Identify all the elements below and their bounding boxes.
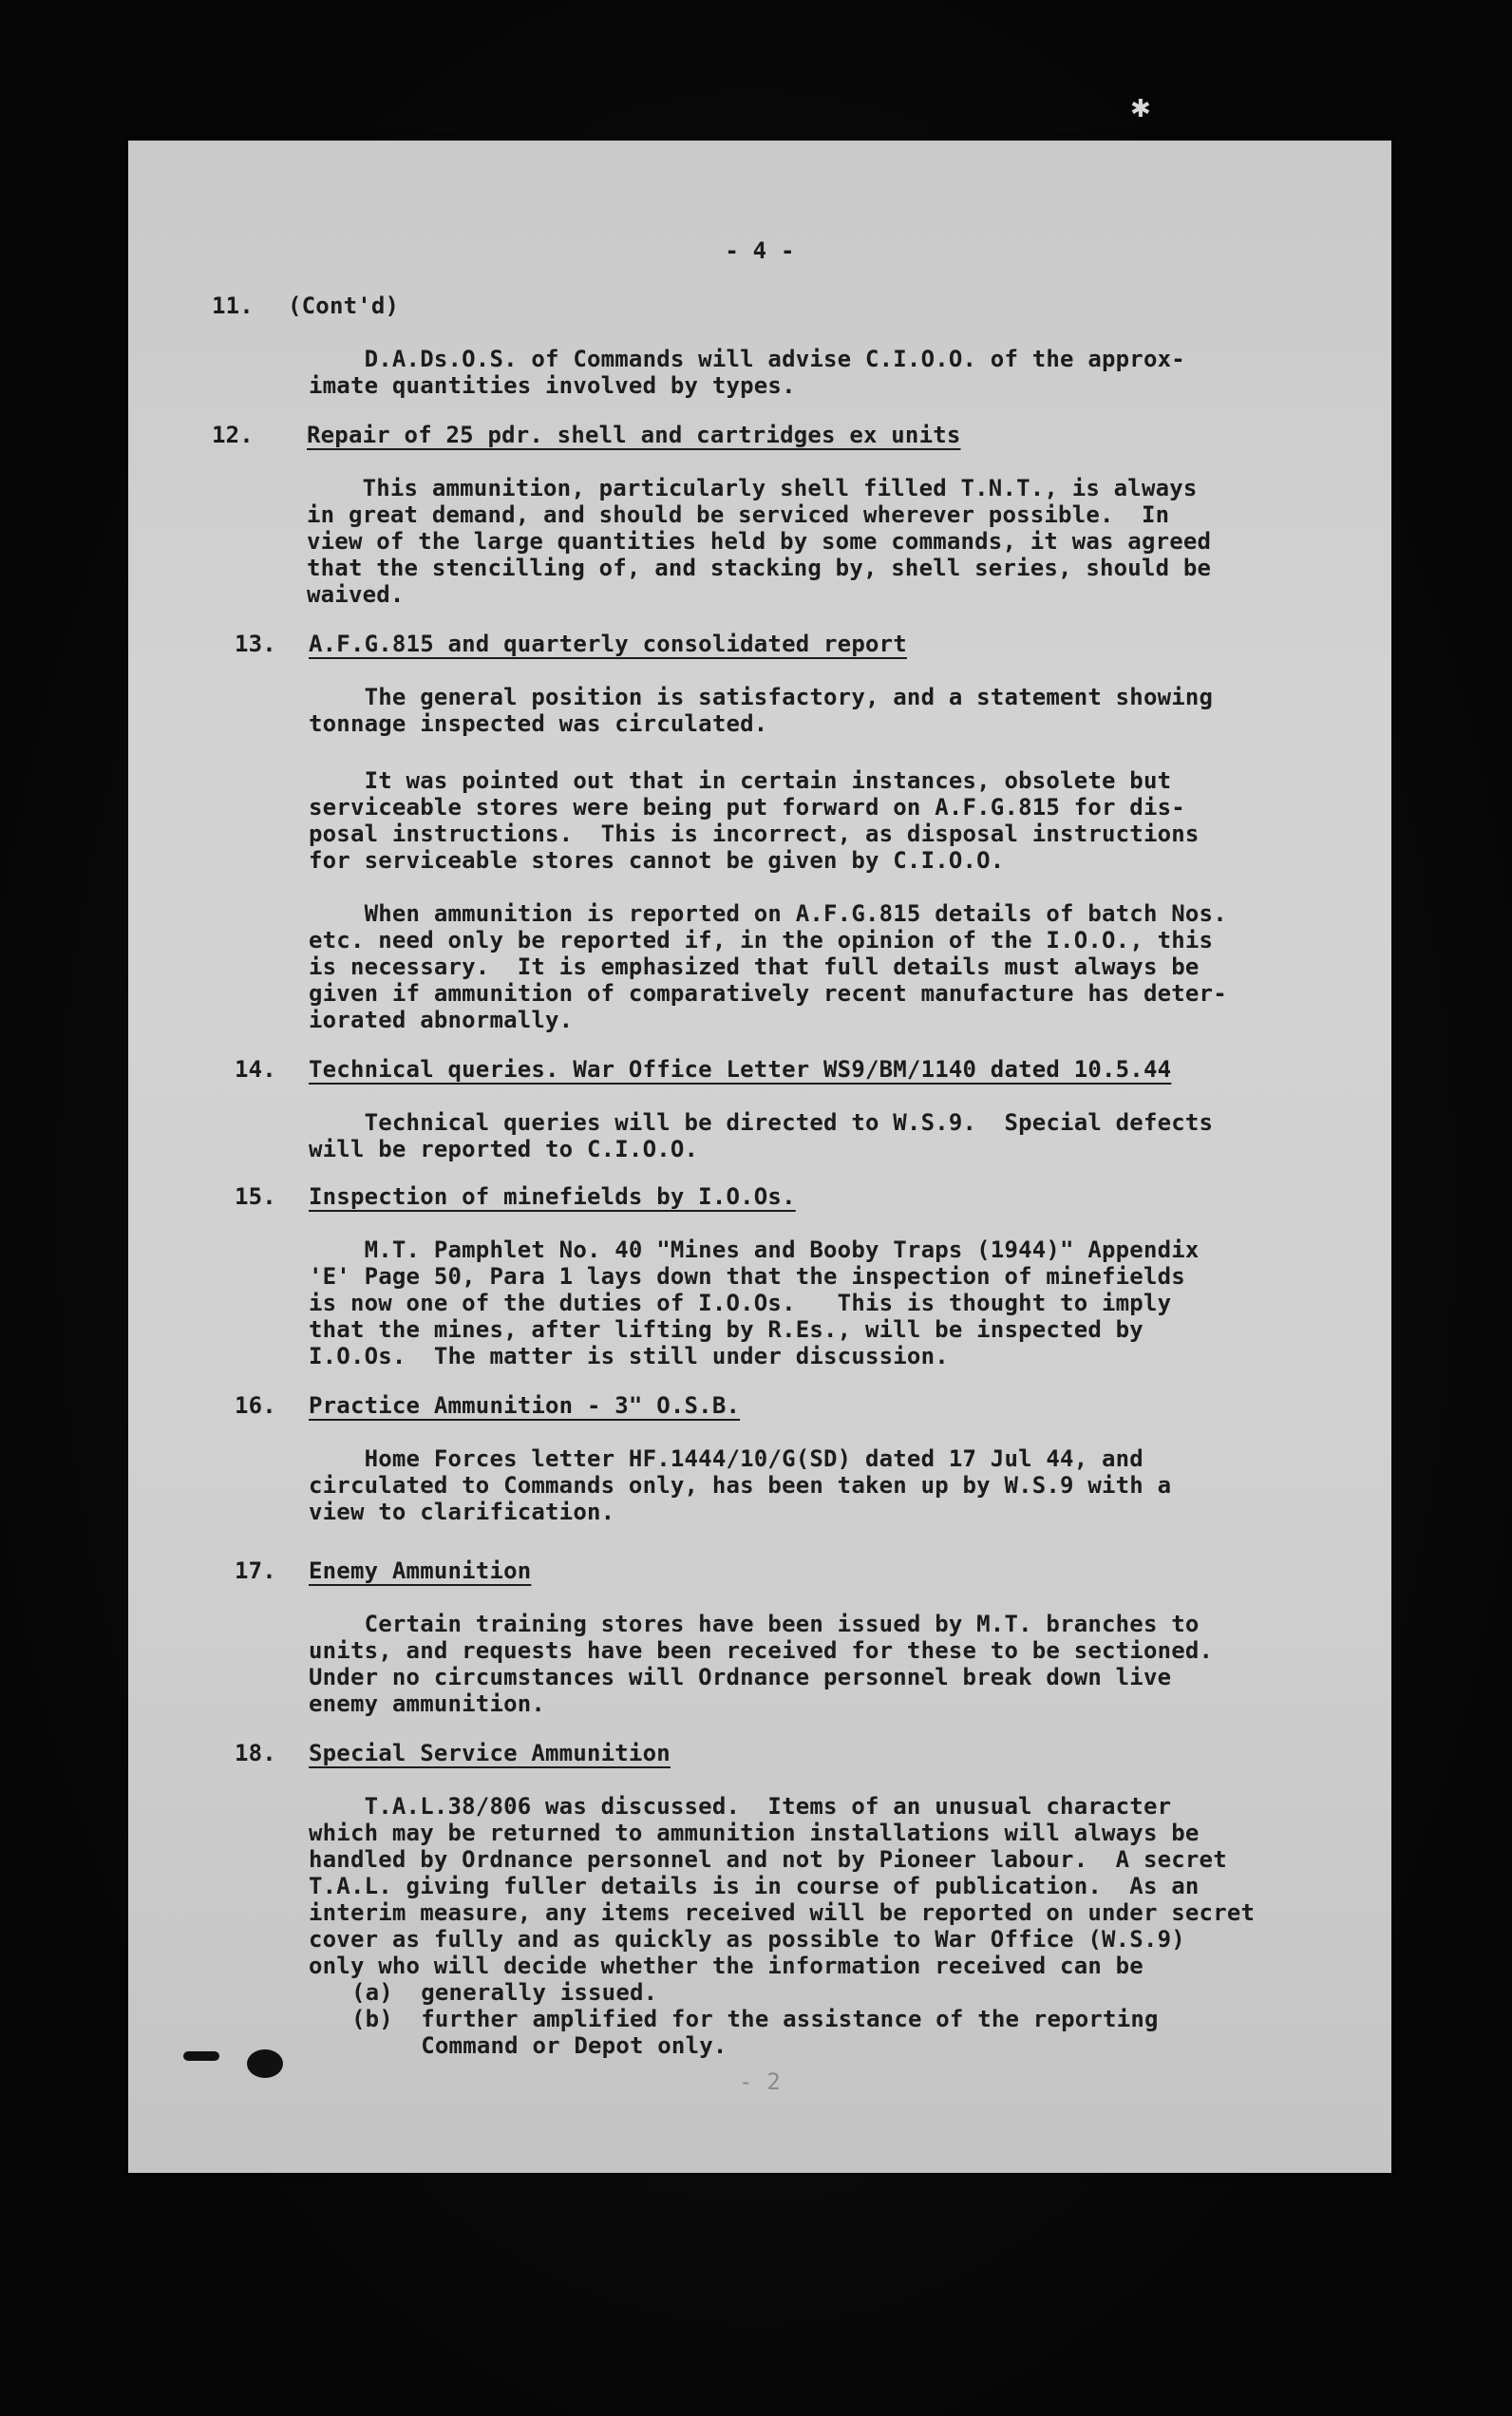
- section-paragraph: D.A.Ds.O.S. of Commands will advise C.I.O.O. of the approx- imate quantities involved by types.: [309, 346, 1185, 399]
- section-heading: A.F.G.815 and quarterly consolidated report: [309, 631, 907, 657]
- section-heading: Enemy Ammunition: [309, 1557, 532, 1584]
- section-paragraph: The general position is satisfactory, and a statement showing tonnage inspected was circulated.: [309, 684, 1214, 737]
- section-paragraph: Home Forces letter HF.1444/10/G(SD) dated 17 Jul 44, and circulated to Commands only, has been taken up by W.S.9 with a view to clarification.: [309, 1445, 1172, 1525]
- section-number: 11.: [212, 293, 254, 319]
- section-number: 16.: [235, 1392, 276, 1419]
- section-heading: Inspection of minefields by I.O.Os.: [309, 1183, 796, 1210]
- ink-smudge: [183, 2051, 219, 2061]
- section-paragraph: When ammunition is reported on A.F.G.815 details of batch Nos. etc. need only be reported if, in the opinion of the I.O.O., this is necessary. It is emphasized that full details must always be given if ammunition of comparatively recent manufacture has deter- iorated abnormally.: [309, 900, 1227, 1033]
- document-page: [128, 141, 1391, 2173]
- section-number: 14.: [235, 1056, 276, 1083]
- section-paragraph: Technical queries will be directed to W.S.9. Special defects will be reported to C.I.O.O.: [309, 1109, 1214, 1162]
- section-number: 12.: [212, 422, 254, 448]
- section-paragraph: M.T. Pamphlet No. 40 "Mines and Booby Traps (1944)" Appendix 'E' Page 50, Para 1 lays down that the inspection of minefields is now one of the duties of I.O.Os. This is thought to imply that the mines, after lifting by R.Es., will be inspected by I.O.Os. The matter is still under discussion.: [309, 1236, 1200, 1369]
- section-heading: Special Service Ammunition: [309, 1740, 671, 1766]
- section-paragraph: This ammunition, particularly shell filled T.N.T., is always in great demand, and should be serviced wherever possible. In view of the large quantities held by some commands, it was agreed that the stencilling of, and stacking by, shell series, should be waived.: [307, 475, 1212, 608]
- speck-mark-icon: ✱: [1130, 95, 1151, 123]
- list-item: (a) generally issued.: [351, 1979, 658, 2006]
- section-paragraph: Certain training stores have been issued by M.T. branches to units, and requests have been received for these to be sectioned. Under no circumstances will Ordnance personnel break down live enemy ammunition.: [309, 1611, 1214, 1717]
- section-heading: Repair of 25 pdr. shell and cartridges ex units: [307, 422, 961, 448]
- section-paragraph: It was pointed out that in certain instances, obsolete but serviceable stores were being put forward on A.F.G.815 for dis- posal instructions. This is incorrect, as disposal instructions for serviceable stores cannot be given by C.I.O.O.: [309, 767, 1200, 874]
- page-number: - 4 -: [725, 237, 795, 264]
- document-body: [128, 141, 1391, 2173]
- section-heading: Technical queries. War Office Letter WS9/BM/1140 dated 10.5.44: [309, 1056, 1172, 1083]
- section-heading: Practice Ammunition - 3" O.S.B.: [309, 1392, 741, 1419]
- section-paragraph: T.A.L.38/806 was discussed. Items of an unusual character which may be returned to ammunition installations will always be handled by Ordnance personnel and not by Pioneer labour. A secret T.A.L. giving fuller details is in course of publication. As an interim measure, any items received will be reported on under secret cover as fully and as quickly as possible to War Office (W.S.9) only who will decide whether the information received can be: [309, 1793, 1256, 1979]
- list-item: (b) further amplified for the assistance of the reporting Command or Depot only.: [351, 2006, 1159, 2059]
- section-heading: (Cont'd): [288, 293, 400, 319]
- section-number: 17.: [235, 1557, 276, 1584]
- footer-mark: - 2: [739, 2068, 781, 2095]
- section-number: 13.: [235, 631, 276, 657]
- section-number: 18.: [235, 1740, 276, 1766]
- section-number: 15.: [235, 1183, 276, 1210]
- ink-blot: [247, 2049, 283, 2078]
